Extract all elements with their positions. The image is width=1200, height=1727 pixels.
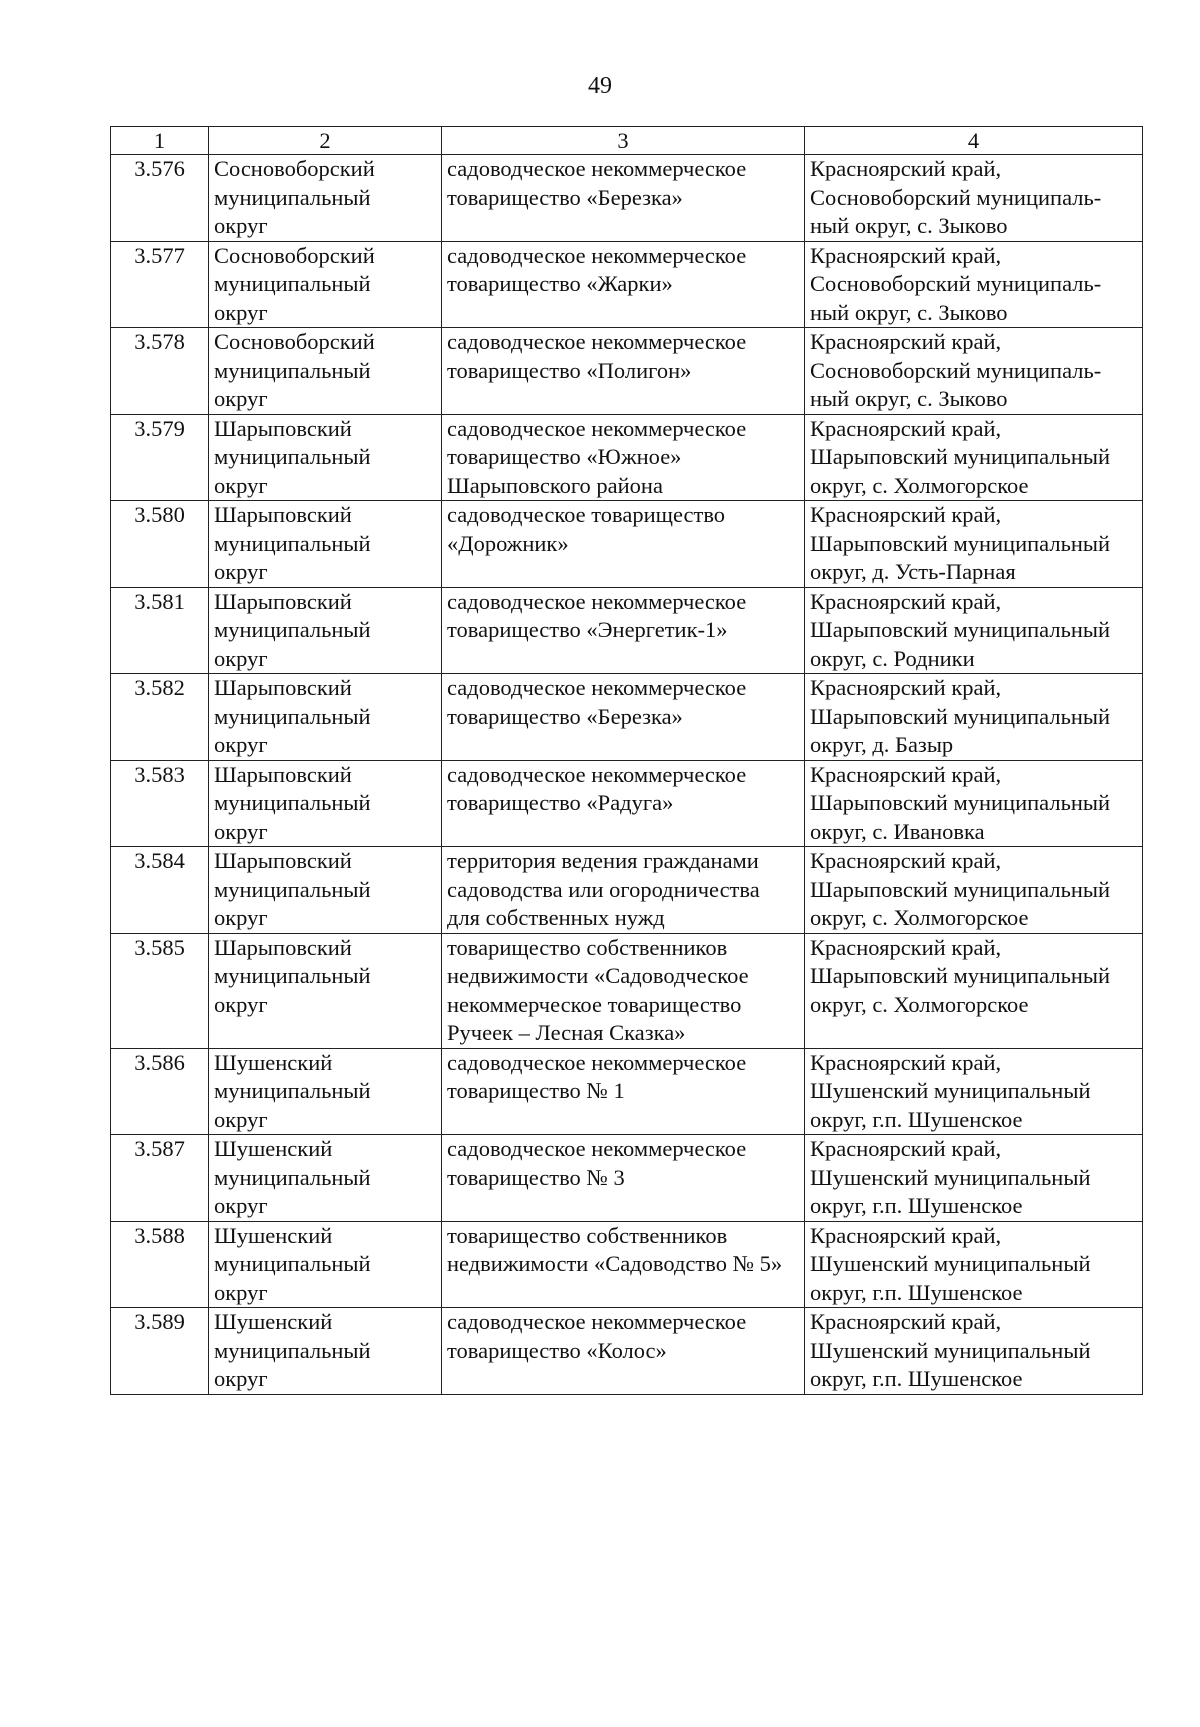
district-cell: Шушенский муниципальный округ — [209, 1221, 442, 1308]
table-row — [111, 587, 1143, 674]
district-cell: Шушенский муниципальный округ — [209, 1048, 442, 1135]
organization-name-cell: садоводческое товарищество «Дорожник» — [442, 501, 805, 588]
column-header-4: 4 — [805, 127, 1143, 155]
location-cell: Красноярский край, Шарыповский муниципальный округ, с. Ивановка — [805, 760, 1143, 847]
district-cell: Шарыповский муниципальный округ — [209, 501, 442, 588]
row-number-cell: 3.587 — [111, 1135, 209, 1222]
table-row — [111, 933, 1143, 1048]
location-cell: Красноярский край, Сосновоборский муниципаль- ный округ, с. Зыково — [805, 155, 1143, 242]
table-body — [111, 155, 1143, 1395]
row-number-cell: 3.581 — [111, 587, 209, 674]
row-number-cell: 3.582 — [111, 674, 209, 761]
registry-table — [110, 126, 1143, 1395]
district-cell: Шушенский муниципальный округ — [209, 1308, 442, 1395]
district-cell: Шарыповский муниципальный округ — [209, 847, 442, 934]
column-header-2: 2 — [209, 127, 442, 155]
table-row — [111, 674, 1143, 761]
district-cell: Шарыповский муниципальный округ — [209, 414, 442, 501]
district-cell: Шарыповский муниципальный округ — [209, 933, 442, 1048]
table-row — [111, 501, 1143, 588]
location-cell: Красноярский край, Шарыповский муниципальный округ, д. Усть-Парная — [805, 501, 1143, 588]
row-number-cell: 3.576 — [111, 155, 209, 242]
table-row — [111, 1135, 1143, 1222]
row-number-cell: 3.579 — [111, 414, 209, 501]
row-number-cell: 3.580 — [111, 501, 209, 588]
row-number-cell: 3.585 — [111, 933, 209, 1048]
organization-name-cell: садоводческое некоммерческое товарищество «Энергетик-1» — [442, 587, 805, 674]
organization-name-cell: садоводческое некоммерческое товарищество «Колос» — [442, 1308, 805, 1395]
page-number: 49 — [588, 73, 612, 99]
organization-name-cell: товарищество собственников недвижимости «Садоводство № 5» — [442, 1221, 805, 1308]
table-row — [111, 328, 1143, 415]
district-cell: Шушенский муниципальный округ — [209, 1135, 442, 1222]
organization-name-cell: садоводческое некоммерческое товарищество «Радуга» — [442, 760, 805, 847]
district-cell: Шарыповский муниципальный округ — [209, 674, 442, 761]
district-cell: Шарыповский муниципальный округ — [209, 760, 442, 847]
organization-name-cell: садоводческое некоммерческое товарищество «Полигон» — [442, 328, 805, 415]
row-number-cell: 3.577 — [111, 241, 209, 328]
row-number-cell: 3.578 — [111, 328, 209, 415]
district-cell: Шарыповский муниципальный округ — [209, 587, 442, 674]
organization-name-cell: садоводческое некоммерческое товарищество «Березка» — [442, 155, 805, 242]
row-number-cell: 3.589 — [111, 1308, 209, 1395]
location-cell: Красноярский край, Шушенский муниципальный округ, г.п. Шушенское — [805, 1308, 1143, 1395]
row-number-cell: 3.588 — [111, 1221, 209, 1308]
table-row — [111, 1308, 1143, 1395]
row-number-cell: 3.586 — [111, 1048, 209, 1135]
location-cell: Красноярский край, Шушенский муниципальный округ, г.п. Шушенское — [805, 1048, 1143, 1135]
organization-name-cell: садоводческое некоммерческое товарищество № 1 — [442, 1048, 805, 1135]
district-cell: Сосновоборский муниципальный округ — [209, 155, 442, 242]
table-row — [111, 847, 1143, 934]
location-cell: Красноярский край, Шарыповский муниципальный округ, с. Холмогорское — [805, 414, 1143, 501]
organization-name-cell: садоводческое некоммерческое товарищество «Жарки» — [442, 241, 805, 328]
row-number-cell: 3.583 — [111, 760, 209, 847]
row-number-cell: 3.584 — [111, 847, 209, 934]
location-cell: Красноярский край, Сосновоборский муниципаль- ный округ, с. Зыково — [805, 241, 1143, 328]
location-cell: Красноярский край, Шарыповский муниципальный округ, с. Родники — [805, 587, 1143, 674]
table-row — [111, 1221, 1143, 1308]
column-header-3: 3 — [442, 127, 805, 155]
district-cell: Сосновоборский муниципальный округ — [209, 241, 442, 328]
organization-name-cell: садоводческое некоммерческое товарищество «Южное» Шарыповского района — [442, 414, 805, 501]
organization-name-cell: садоводческое некоммерческое товарищество № 3 — [442, 1135, 805, 1222]
table-row — [111, 1048, 1143, 1135]
table-row — [111, 241, 1143, 328]
district-cell: Сосновоборский муниципальный округ — [209, 328, 442, 415]
organization-name-cell: товарищество собственников недвижимости «Садоводческое некоммерческое товарищество Ручеек – Лесная Сказка» — [442, 933, 805, 1048]
location-cell: Красноярский край, Шарыповский муниципальный округ, с. Холмогорское — [805, 933, 1143, 1048]
table-header — [111, 127, 1143, 155]
location-cell: Красноярский край, Шарыповский муниципальный округ, д. Базыр — [805, 674, 1143, 761]
location-cell: Красноярский край, Шушенский муниципальный округ, г.п. Шушенское — [805, 1221, 1143, 1308]
location-cell: Красноярский край, Шушенский муниципальный округ, г.п. Шушенское — [805, 1135, 1143, 1222]
column-header-1: 1 — [111, 127, 209, 155]
location-cell: Красноярский край, Сосновоборский муниципаль- ный округ, с. Зыково — [805, 328, 1143, 415]
table-row — [111, 155, 1143, 242]
organization-name-cell: садоводческое некоммерческое товарищество «Березка» — [442, 674, 805, 761]
table-row — [111, 760, 1143, 847]
table-row — [111, 414, 1143, 501]
header-row — [111, 127, 1143, 155]
organization-name-cell: территория ведения гражданами садоводства или огородничества для собственных нужд — [442, 847, 805, 934]
location-cell: Красноярский край, Шарыповский муниципальный округ, с. Холмогорское — [805, 847, 1143, 934]
